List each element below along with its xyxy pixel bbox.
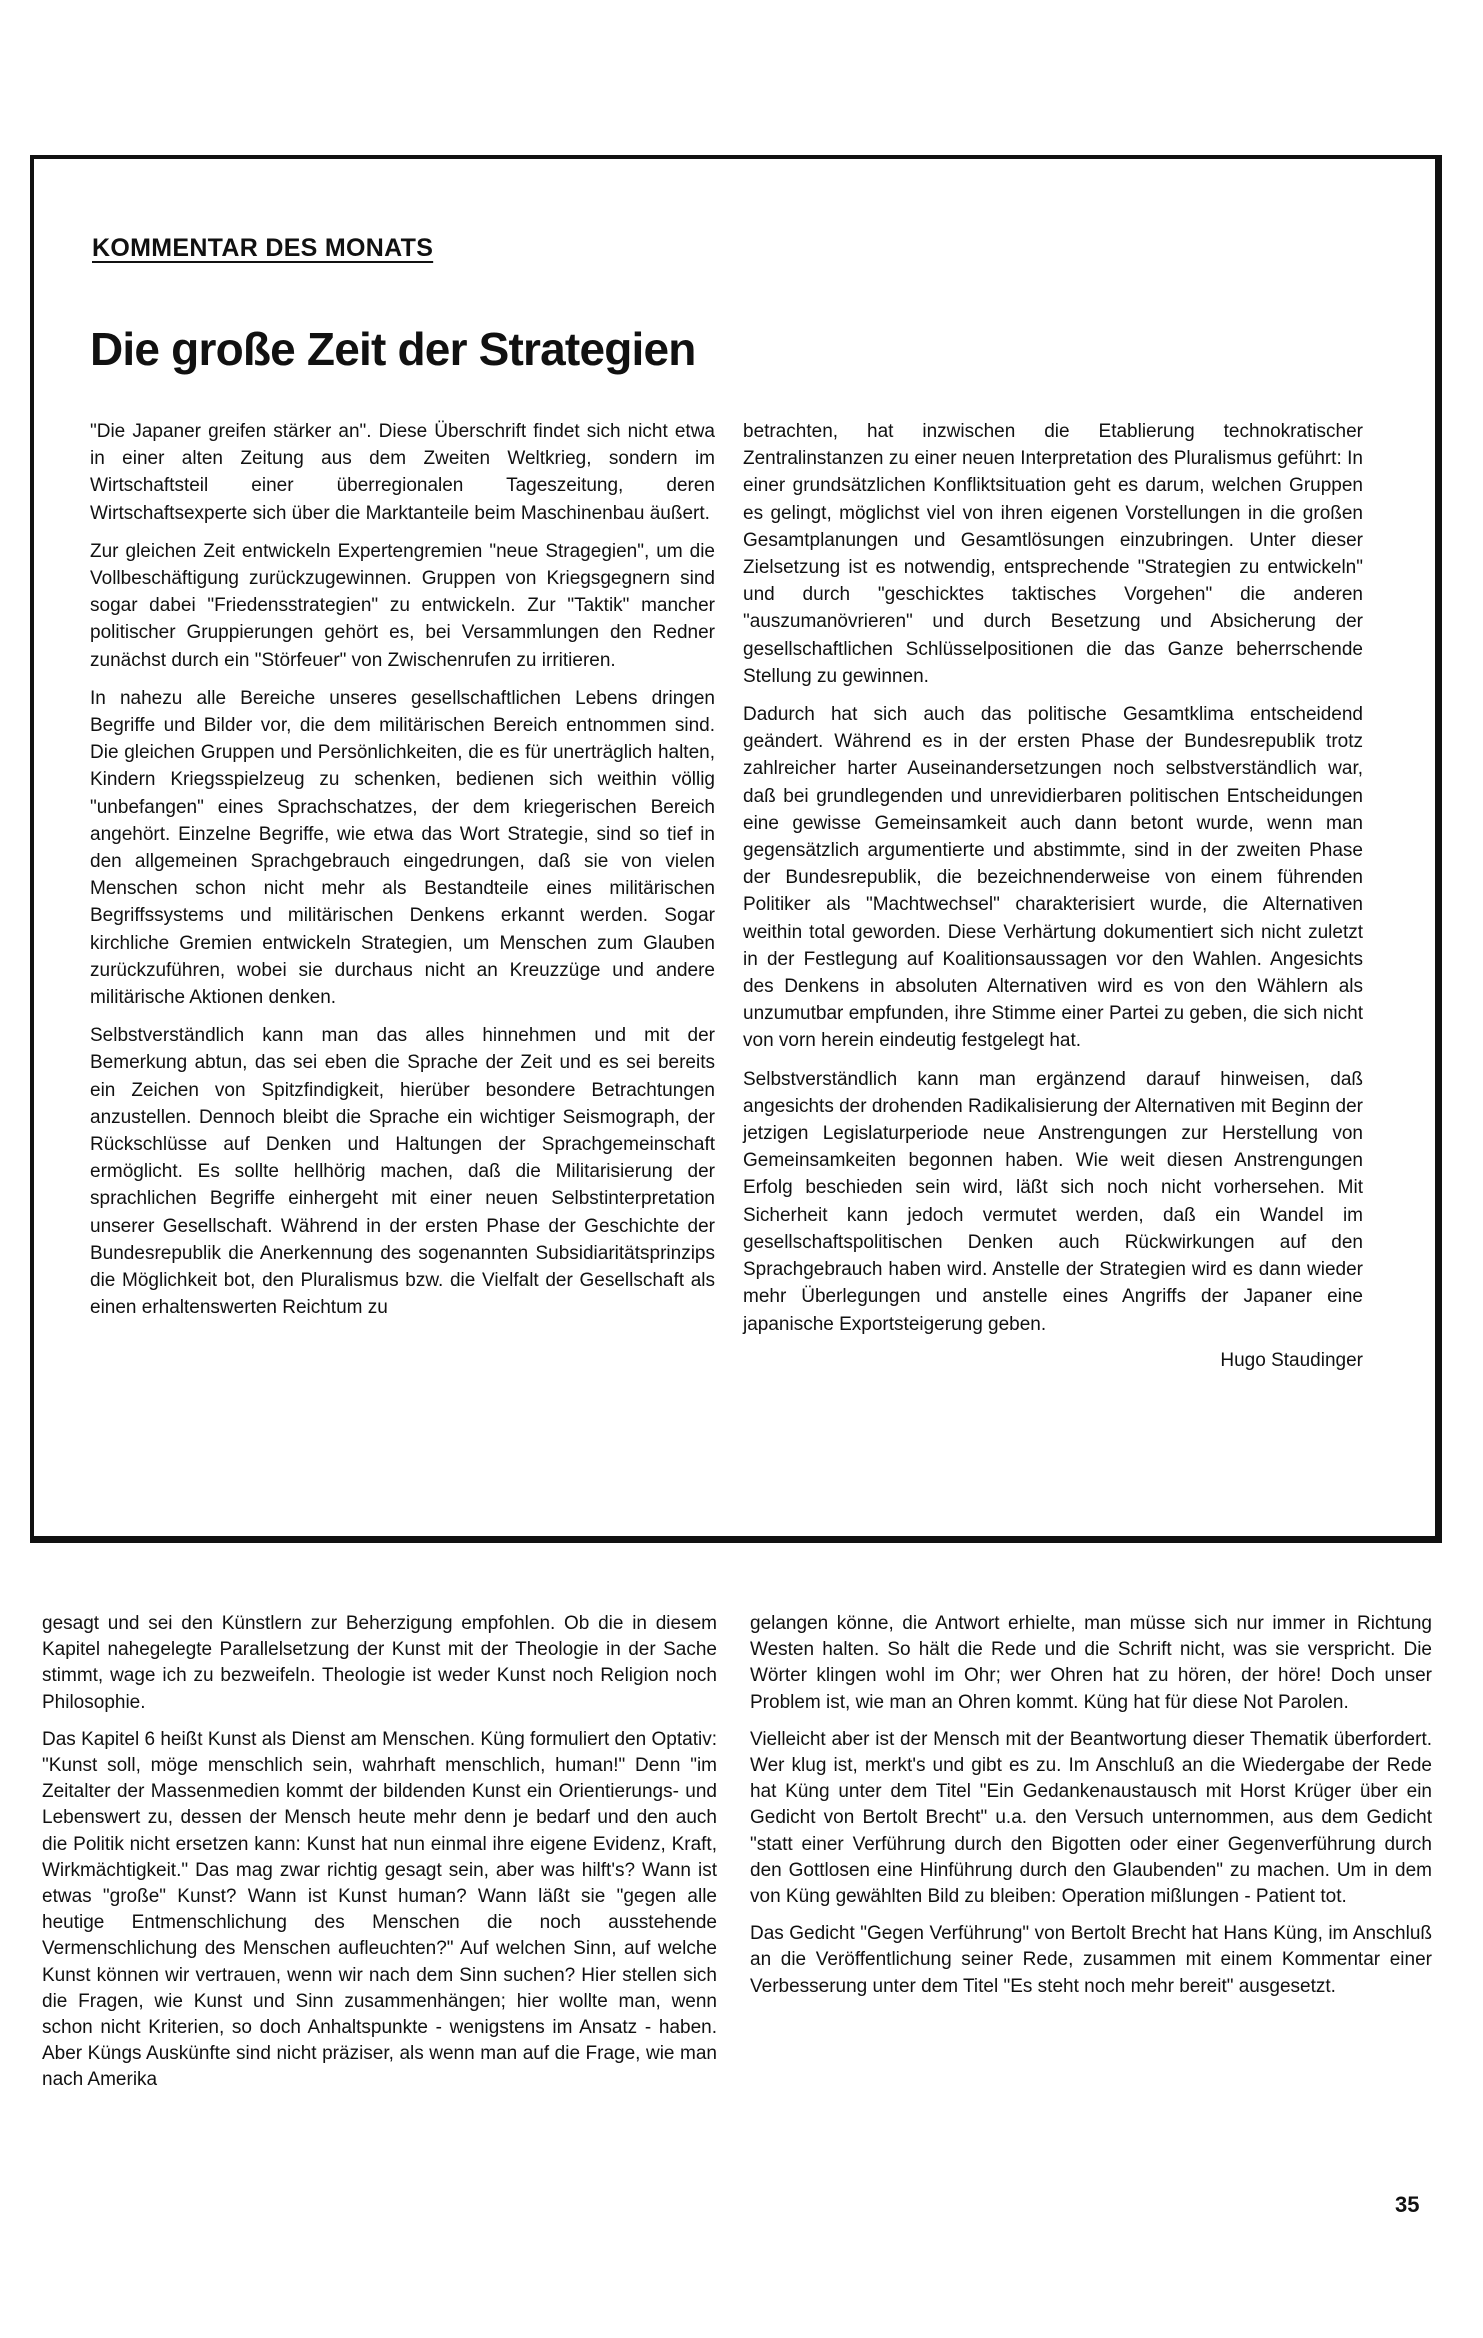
paragraph: Vielleicht aber ist der Mensch mit der Beantwortung dieser Thematik überfordert. Wer klug ist, merkt's und gibt es zu. Im Anschluß an die Wiedergabe der Rede hat Küng unter dem Titel "Ein Gedankenaustausch mit Horst Krüger über ein Gedicht von Bertolt Brecht" u.a. den Versuch unternommen, aus dem Gedicht "statt einer Verführung durch den Bigotten oder einer Gegenverführung durch den Gottlosen eine Hinführung durch den Glaubenden" zu machen. Um in dem von Küng gewählten Bild zu bleiben: Operation mißlungen - Patient tot. [750, 1728, 1432, 1908]
page-number: 35 [1395, 2192, 1420, 2217]
paragraph: gelangen könne, die Antwort erhielte, man müsse sich nur immer in Richtung Westen halten. So hält die Rede und die Schrift nicht, was sie verspricht. Die Wörter klingen wohl im Ohr; wer Ohren hat zu hören, der höre! Doch unser Problem ist, wie man an Ohren kommt. Küng hat für diese Not Parolen. [750, 1613, 1432, 1713]
continuation-column-1 [42, 1611, 717, 2105]
paragraph: Das Gedicht "Gegen Verführung" von Bertolt Brecht hat Hans Küng, im Anschluß an die Veröffentlichung seiner Rede, zusammen mit einem Kommentar einer Verbesserung unter dem Titel "Es steht noch mehr bereit" ausgesetzt. [750, 1923, 1432, 1997]
section-label: KOMMENTAR DES MONATS [92, 234, 434, 262]
paragraph: Dadurch hat sich auch das politische Gesamtklima entscheidend geändert. Während es in der ersten Phase der Bundesrepublik trotz zahlreicher harter Auseinandersetzungen noch selbstverständlich war, daß bei grundlegenden und unrevidierbaren politischen Entscheidungen eine gewisse Gemeinsamkeit auch dann betont wurde, wenn man gegensätzlich argumentierte und abstimmte, sind in der zweiten Phase der Bundesrepublik, die bezeichnenderweise von einem führenden Politiker als "Machtwechsel" charakterisiert wurde, die Alternativen weithin total geworden. Diese Verhärtung dokumentiert sich nicht zuletzt in der Festlegung auf Koalitionsaussagen vor den Wahlen. Angesichts des Denkens in absoluten Alternativen wird es von den Wählern als unzumutbar empfunden, ihre Stimme einer Partei zu geben, die sich nicht von vorn herein eindeutig festgelegt hat. [743, 704, 1363, 1052]
paragraph: In nahezu alle Bereiche unseres gesellschaftlichen Lebens dringen Begriffe und Bilder vor, die dem militärischen Bereich entnommen sind. Die gleichen Gruppen und Persönlichkeiten, die es für unerträglich halten, Kindern Kriegsspielzeug zu schenken, bedienen sich weithin völlig "unbefangen" eines Sprachschatzes, der dem kriegerischen Bereich angehört. Einzelne Begriffe, wie etwa das Wort Strategie, sind so tief in den allgemeinen Sprachgebrauch eingedrungen, daß sie von vielen Menschen schon nicht mehr als Bestandteile eines militärischen Begriffssystems und militärischen Denkens erkannt werden. Sogar kirchliche Gremien entwickeln Strategien, um Menschen zum Glauben zurückzuführen, wobei sie durchaus nicht an Kreuzzüge und andere militärische Aktionen denken. [90, 687, 715, 1009]
continuation-column-2 [750, 1611, 1432, 2011]
paragraph: betrachten, hat inzwischen die Etablierung technokratischer Zentralinstanzen zu einer neuen Interpretation des Pluralismus geführt: In einer grundsätzlichen Konfliktsituation geht es darum, welchen Gruppen es gelingt, möglichst viel von ihren eigenen Vorstellungen in die großen Gesamtplanungen und Gesamtlösungen einzubringen. Unter dieser Zielsetzung ist es notwendig, entsprechende "Strategien zu entwickeln" und durch "geschicktes taktisches Vorgehen" die anderen "auszumanövrieren" und durch Besetzung und Absicherung der gesellschaftlichen Schlüsselpositionen die das Ganze beherrschende Stellung zu gewinnen. [743, 421, 1363, 687]
paragraph: Zur gleichen Zeit entwickeln Expertengremien "neue Stragegien", um die Vollbeschäftigung zurückzugewinnen. Gruppen von Kriegsgegnern sind sogar dabei "Friedensstrategien" zu entwickeln. Zur "Taktik" mancher politischer Gruppierungen gehört es, bei Versammlungen den Redner zunächst durch ein "Störfeuer" von Zwischenrufen zu irritieren. [90, 540, 715, 671]
paragraph: Selbstverständlich kann man ergänzend darauf hinweisen, daß angesichts der drohenden Radikalisierung der Alternativen mit Beginn der jetzigen Legislaturperiode neue Anstrengungen zur Herstellung von Gemeinsamkeiten begonnen haben. Wie weit diesen Anstrengungen Erfolg beschieden sein wird, läßt sich noch nicht vorhersehen. Mit Sicherheit kann jedoch vermutet werden, daß ein Wandel im gesellschaftspolitischen Denken auch Rückwirkungen auf den Sprachgebrauch haben wird. Anstelle der Strategien wird es dann wieder mehr Überlegungen und anstelle eines Angriffs der Japaner eine japanische Exportsteigerung geben. [743, 1068, 1363, 1335]
paragraph: Das Kapitel 6 heißt Kunst als Dienst am Menschen. Küng formuliert den Optativ: "Kunst soll, möge menschlich sein, wahrhaft menschlich, human!" Denn "im Zeitalter der Massenmedien kommt der bildenden Kunst ein Orientierungs- und Lebenswert zu, dessen der Mensch heute mehr denn je bedarf und den auch die Politik nicht ersetzen kann: Kunst hat nun einmal ihre eigene Evidenz, Kraft, Wirkmächtigkeit." Das mag zwar richtig gesagt sein, aber was hilft's? Wann ist etwas "große" Kunst? Wann ist Kunst human? Wann läßt sie "gegen alle heutige Entmenschlichung des Menschen die noch ausstehende Vermenschlichung des Menschen aufleuchten?" Auf welchen Sinn, auf welche Kunst können wir vertrauen, wenn wir nach dem Sinn suchen? Hier stellen sich die Fragen, wie Kunst und Sinn zusammenhängen; hier wollte man, wenn schon nicht Kriterien, so doch Anhaltspunkte - wenigstens im Ansatz - haben. Aber Küngs Auskünfte sind nicht präziser, als wenn man auf die Frage, wie man nach Amerika [42, 1728, 717, 2091]
headline: Die große Zeit der Strategien [90, 323, 696, 375]
paragraph: gesagt und sei den Künstlern zur Beherzigung empfohlen. Ob die in diesem Kapitel nahegelegte Parallelsetzung der Kunst mit der Theologie in der Sache stimmt, wage ich zu bezweifeln. Theologie ist weder Kunst noch Religion noch Philosophie. [42, 1613, 717, 1713]
article-column-2 [743, 418, 1363, 1374]
paragraph: Selbstverständlich kann man das alles hinnehmen und mit der Bemerkung abtun, das sei eben die Sprache der Zeit und es sei bereits ein Zeichen von Spitzfindigkeit, hierüber besondere Betrachtungen anzustellen. Dennoch bleibt die Sprache ein wichtiger Seismograph, der Rückschlüsse auf Denken und Haltungen der Sprachgemeinschaft ermöglicht. Es sollte hellhörig machen, daß die Militarisierung der sprachlichen Begriffe einhergeht mit einer neuen Selbstinterpretation unserer Gesellschaft. Während in der ersten Phase der Geschichte der Bundesrepublik die Anerkennung des sogenannten Subsidiaritätsprinzips die Möglichkeit bot, den Pluralismus bzw. die Vielfalt der Gesellschaft als einen erhaltenswerten Reichtum zu [90, 1025, 715, 1319]
article-column-1 [90, 418, 715, 1333]
author-signature: Hugo Staudinger [1220, 1349, 1363, 1371]
paragraph: "Die Japaner greifen stärker an". Diese Überschrift findet sich nicht etwa in einer alten Zeitung aus dem Zweiten Weltkrieg, sondern im Wirtschaftsteil einer überregionalen Tageszeitung, deren Wirtschaftsexperte sich über die Marktanteile beim Maschinenbau äußert. [90, 421, 715, 524]
